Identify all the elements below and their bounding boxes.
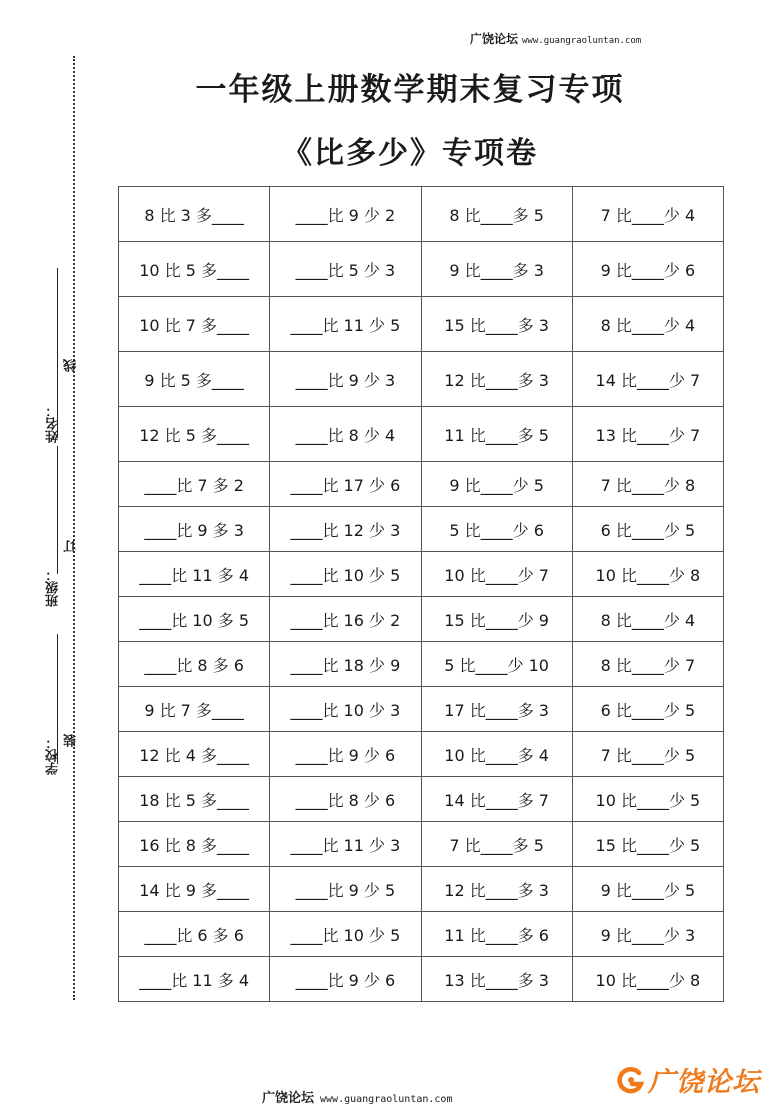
exercise-cell: 15 比____少 9 [421, 597, 572, 642]
exercise-cell: ____比 10 少 3 [270, 687, 421, 732]
binding-mark-ding: 订 [64, 540, 79, 553]
exercise-cell: ____比 12 少 3 [270, 507, 421, 552]
exercise-cell: 11 比____多 5 [421, 407, 572, 462]
exercise-cell: 9 比____少 5 [572, 867, 723, 912]
exercise-cell: ____比 9 少 3 [270, 352, 421, 407]
footer-site-url[interactable]: www.guangraoluntan.com [320, 1094, 453, 1105]
exercise-cell: 15 比____少 5 [572, 822, 723, 867]
exercise-cell: ____比 10 少 5 [270, 552, 421, 597]
exercise-cell: ____比 8 少 4 [270, 407, 421, 462]
exercise-cell: 7 比____少 4 [572, 187, 723, 242]
exercise-cell: 10 比____少 7 [421, 552, 572, 597]
exercise-cell: 14 比____多 7 [421, 777, 572, 822]
exercise-cell: 17 比____多 3 [421, 687, 572, 732]
exercise-cell: 7 比____少 8 [572, 462, 723, 507]
binding-mark-line: 线 [64, 359, 79, 372]
footer [262, 1087, 452, 1106]
table-row [119, 957, 724, 1002]
binding-mark-zhuang: 装 [64, 734, 79, 747]
exercise-cell: ____比 11 多 4 [119, 957, 270, 1002]
exercise-cell: ____比 9 少 5 [270, 867, 421, 912]
exercise-cell: ____比 5 少 3 [270, 242, 421, 297]
table-row [119, 507, 724, 552]
exercise-cell: 8 比____少 4 [572, 297, 723, 352]
exercise-cell: ____比 10 少 5 [270, 912, 421, 957]
exercise-cell: 7 比____多 5 [421, 822, 572, 867]
page-title: 一年级上册数学期末复习专项 [195, 72, 625, 108]
exercise-cell: ____比 9 多 3 [119, 507, 270, 552]
exercise-cell: 6 比____少 5 [572, 507, 723, 552]
exercise-cell: 9 比____多 3 [421, 242, 572, 297]
exercise-cell: ____比 10 多 5 [119, 597, 270, 642]
exercise-cell: 9 比____少 6 [572, 242, 723, 297]
exercise-cell: 8 比 3 多____ [119, 187, 270, 242]
site-header-name: 广饶论坛 [470, 32, 519, 46]
table-row [119, 597, 724, 642]
exercise-cell: 9 比____少 3 [572, 912, 723, 957]
exercise-cell: 9 比 5 多____ [119, 352, 270, 407]
school-label: 学校： [46, 736, 61, 775]
exercise-cell: 10 比____少 8 [572, 957, 723, 1002]
table-row [119, 352, 724, 407]
exercise-cell: ____比 11 少 5 [270, 297, 421, 352]
exercise-cell: 14 比 9 多____ [119, 867, 270, 912]
table-row [119, 552, 724, 597]
exercise-cell: 16 比 8 多____ [119, 822, 270, 867]
exercise-cell: 5 比____少 10 [421, 642, 572, 687]
table-row [119, 912, 724, 957]
exercise-cell: ____比 17 少 6 [270, 462, 421, 507]
table-row [119, 777, 724, 822]
exercise-cell: 13 比____少 7 [572, 407, 723, 462]
exercise-cell: 11 比____多 6 [421, 912, 572, 957]
exercise-cell: ____比 7 多 2 [119, 462, 270, 507]
exercise-cell: ____比 18 少 9 [270, 642, 421, 687]
logo-text: 广饶论坛 [648, 1067, 760, 1098]
exercise-cell: 12 比____多 3 [421, 867, 572, 912]
exercise-cell: ____比 9 少 6 [270, 732, 421, 777]
class-blank-line [57, 446, 58, 574]
binding-dotted-line [73, 56, 75, 1000]
exercise-cell: 12 比____多 3 [421, 352, 572, 407]
exercise-cell: 10 比 5 多____ [119, 242, 270, 297]
exercise-table [118, 186, 724, 1002]
exercise-cell: 13 比____多 3 [421, 957, 572, 1002]
exercise-cell: ____比 9 少 2 [270, 187, 421, 242]
exercise-cell: 10 比____少 5 [572, 777, 723, 822]
exercise-cell: 7 比____少 5 [572, 732, 723, 777]
exercise-cell: ____比 8 少 6 [270, 777, 421, 822]
name-label: 姓名： [46, 404, 61, 443]
page-subtitle: 《比多少》专项卷 [282, 136, 538, 171]
exercise-cell: 8 比____少 4 [572, 597, 723, 642]
exercise-cell: 15 比____多 3 [421, 297, 572, 352]
table-row [119, 687, 724, 732]
exercise-cell: 10 比____少 8 [572, 552, 723, 597]
exercise-cell: ____比 11 多 4 [119, 552, 270, 597]
exercise-cell: ____比 16 少 2 [270, 597, 421, 642]
exercise-cell: 5 比____少 6 [421, 507, 572, 552]
table-row [119, 867, 724, 912]
table-row [119, 407, 724, 462]
exercise-cell: 12 比 4 多____ [119, 732, 270, 777]
class-label: 班级： [46, 568, 61, 607]
site-header [470, 30, 641, 47]
exercise-cell: 18 比 5 多____ [119, 777, 270, 822]
exercise-cell: 10 比____多 4 [421, 732, 572, 777]
table-row [119, 732, 724, 777]
exercise-cell: ____比 6 多 6 [119, 912, 270, 957]
table-row [119, 297, 724, 352]
table-row [119, 187, 724, 242]
exercise-cell: 12 比 5 多____ [119, 407, 270, 462]
table-row [119, 822, 724, 867]
table-row [119, 642, 724, 687]
logo-swirl-icon [616, 1065, 646, 1095]
exercise-cell: ____比 11 少 3 [270, 822, 421, 867]
exercise-cell: 8 比____多 5 [421, 187, 572, 242]
exercise-cell: 6 比____少 5 [572, 687, 723, 732]
exercise-cell: 10 比 7 多____ [119, 297, 270, 352]
exercise-cell: 9 比 7 多____ [119, 687, 270, 732]
table-row [119, 462, 724, 507]
exercise-cell: 8 比____少 7 [572, 642, 723, 687]
site-header-url[interactable]: www.guangraoluntan.com [522, 36, 642, 46]
exercise-cell: ____比 9 少 6 [270, 957, 421, 1002]
footer-site-name: 广饶论坛 [262, 1091, 315, 1106]
exercise-cell: 9 比____少 5 [421, 462, 572, 507]
logo [616, 1060, 760, 1099]
exercise-cell: 14 比____少 7 [572, 352, 723, 407]
table-row [119, 242, 724, 297]
exercise-cell: ____比 8 多 6 [119, 642, 270, 687]
